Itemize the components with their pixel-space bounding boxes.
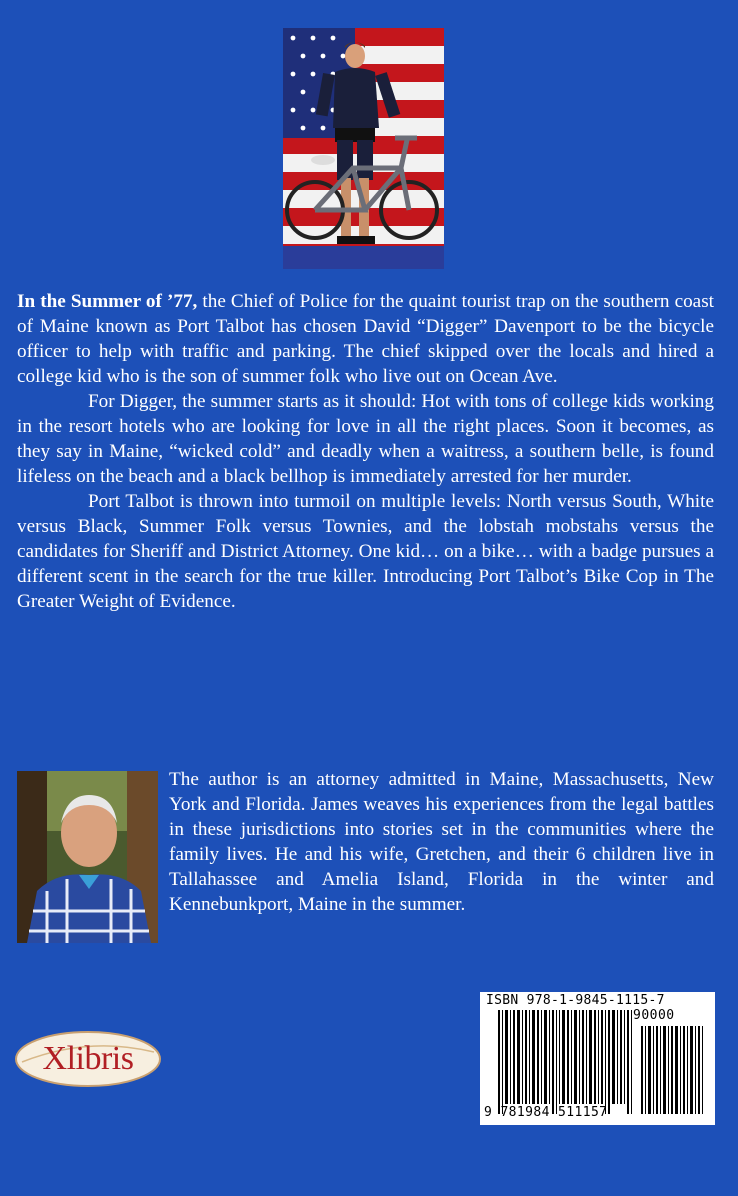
author-portrait-image [17, 771, 158, 943]
blurb-paragraph-1-text: the Chief of Police for the quaint tourist trap on the southern coast of Maine known as Port Talbot has chosen David “Digger” Davenport to be the bicycle officer to help with traffic and parking. The chief skipped over the locals and hired a college kid who is the son of summer folk who live out on Ocean Ave. [17, 291, 714, 387]
isbn-barcode [480, 992, 715, 1125]
officer-with-bicycle-image [283, 28, 444, 269]
author-photo [17, 771, 158, 943]
barcode-addon-number: 90000 [633, 1008, 675, 1023]
publisher-logo [14, 1030, 162, 1088]
blurb-paragraph-1 [17, 289, 714, 389]
back-cover-blurb [17, 289, 714, 614]
barcode-ean-number: 9 781984 511157 [484, 1105, 608, 1120]
blurb-paragraph-2: For Digger, the summer starts as it should: Hot with tons of college kids working in the resort hotels who are looking for love in all the right places. Soon it becomes, as they say in Maine, “wicked cold” and deadly when a waitress, a southern belle, is found lifeless on the beach and a black bellhop is immediately arrested for her murder. [17, 391, 714, 487]
blurb-paragraph-3: Port Talbot is thrown into turmoil on multiple levels: North versus South, White versus Black, Summer Folk versus Townies, and the lobstah mobstahs versus the candidates for Sheriff and District Attorney. One kid… on a bike… with a badge pursues a different scent in the search for the true killer. Introducing Port Talbot’s Bike Cop in The Greater Weight of Evidence. [17, 491, 714, 612]
cover-photo [283, 28, 444, 269]
publisher-logo-text: Xlibris [42, 1040, 134, 1077]
isbn-label: ISBN 978-1-9845-1115-7 [486, 993, 665, 1008]
blurb-lead: In the Summer of ’77, [17, 291, 198, 312]
author-bio: The author is an attorney admitted in Maine, Massachusetts, New York and Florida. James weaves his experiences from the legal battles in these jurisdictions into stories set in the communities where the family lives. He and his wife, Gretchen, and their 6 children live in Tallahassee and Amelia Island, Florida in the winter and Kennebunkport, Maine in the summer. [169, 769, 714, 915]
